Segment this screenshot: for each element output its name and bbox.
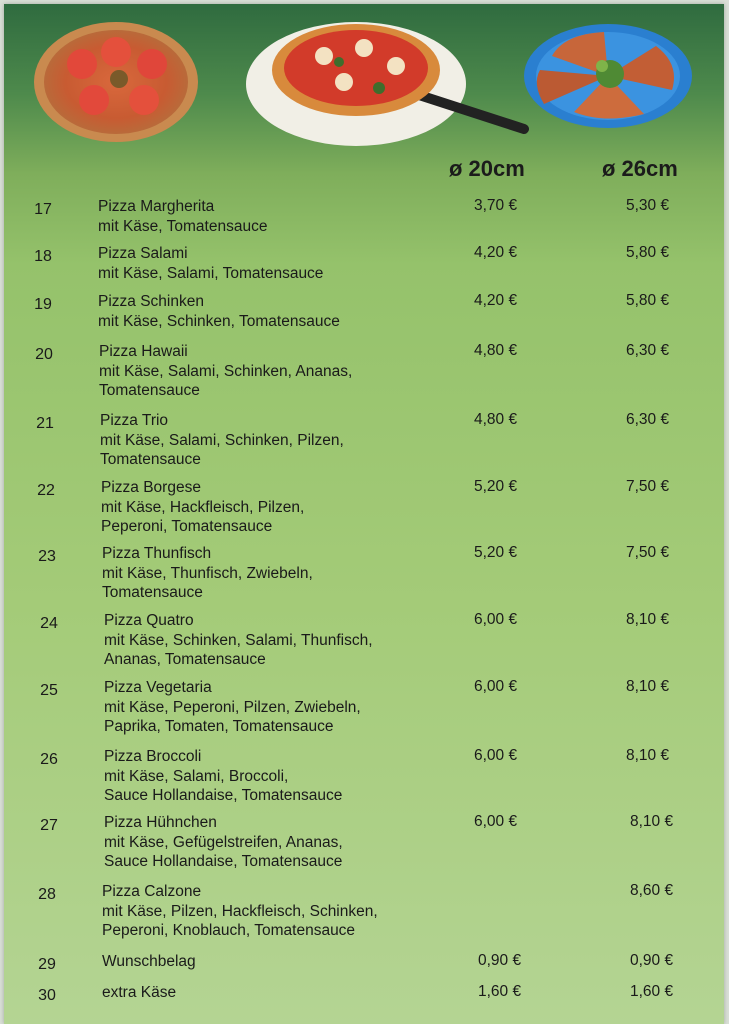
item-description [102,983,176,1003]
item-name: Pizza Borgese [101,479,201,496]
item-ingredients-line: Sauce Hollandaise, Tomatensauce [104,787,343,804]
item-description [102,952,196,972]
price-26cm: 5,80 € [626,244,670,261]
item-ingredients-line: mit Käse, Schinken, Tomatensauce [98,312,340,330]
item-ingredients-line: Peperoni, Tomatensauce [101,518,273,535]
price-26cm: 8,10 € [630,813,674,830]
item-ingredients-line: Paprika, Tomaten, Tomatensauce [104,718,334,735]
pizza-right-image [524,24,692,128]
item-ingredients-line: Ananas, Tomatensauce [104,651,266,668]
size-header-26cm: ø 26cm [602,156,678,181]
item-ingredients-line: mit Käse, Hackfleisch, Pilzen, [101,498,305,516]
price-20cm: 1,60 € [478,983,522,1000]
price-20cm: 6,00 € [474,747,518,764]
item-number: 26 [40,751,58,768]
item-ingredients-line: Tomatensauce [102,584,203,601]
price-26cm: 8,10 € [626,678,670,695]
price-26cm: 8,10 € [626,611,670,628]
item-description [99,342,352,401]
price-20cm: 6,00 € [474,611,518,628]
price-26cm: 6,30 € [626,411,670,428]
item-description [100,411,344,470]
price-20cm: 4,20 € [474,244,518,261]
item-number: 22 [37,482,55,499]
item-name: Pizza Calzone [102,883,202,900]
item-number: 21 [36,415,54,432]
price-26cm: 5,80 € [626,292,670,309]
item-ingredients-line: mit Käse, Salami, Tomatensauce [98,264,324,282]
price-20cm: 4,80 € [474,342,518,359]
item-name: Pizza Salami [98,245,188,262]
item-number: 19 [34,296,52,313]
pizza-photo-banner [4,4,724,154]
item-description [102,882,378,941]
price-26cm: 5,30 € [626,197,670,214]
price-26cm: 0,90 € [630,952,674,969]
item-description [98,197,267,236]
item-number: 18 [34,248,52,265]
item-number: 30 [38,987,56,1004]
menu-page [4,4,724,1024]
price-20cm: 5,20 € [474,478,518,495]
item-number: 25 [40,682,58,699]
price-26cm: 7,50 € [626,544,670,561]
price-26cm: 1,60 € [630,983,674,1000]
item-ingredients-line: mit Käse, Pilzen, Hackfleisch, Schinken, [102,902,378,920]
item-number: 23 [38,548,56,565]
item-description [104,678,361,737]
item-ingredients-line: mit Käse, Thunfisch, Zwiebeln, [102,564,313,582]
item-ingredients-line: mit Käse, Gefügelstreifen, Ananas, [104,833,343,851]
item-description [102,544,313,603]
pizza-center-image [246,22,524,146]
item-number: 29 [38,956,56,973]
price-20cm: 6,00 € [474,678,518,695]
item-ingredients-line: mit Käse, Salami, Schinken, Pilzen, [100,431,344,449]
item-ingredients-line: Tomatensauce [100,451,201,468]
item-ingredients-line: Sauce Hollandaise, Tomatensauce [104,853,343,870]
item-ingredients-line: mit Käse, Salami, Schinken, Ananas, [99,362,353,380]
price-26cm: 8,60 € [630,882,674,899]
item-description [104,611,373,670]
price-26cm: 6,30 € [626,342,670,359]
item-number: 28 [38,886,56,903]
item-description [104,747,342,806]
item-description [104,813,343,872]
item-number: 24 [40,615,58,632]
item-number: 27 [40,817,58,834]
price-20cm: 5,20 € [474,544,518,561]
item-number: 20 [35,346,53,363]
price-20cm: 6,00 € [474,813,518,830]
item-ingredients-line: mit Käse, Schinken, Salami, Thunfisch, [104,631,373,649]
item-name: Pizza Quatro [104,612,194,629]
pizza-left-image [34,22,198,142]
item-ingredients-line: Peperoni, Knoblauch, Tomatensauce [102,922,356,939]
price-26cm: 7,50 € [626,478,670,495]
item-name: extra Käse [102,984,177,1001]
item-name: Pizza Thunfisch [102,545,212,562]
item-description [98,244,323,283]
item-name: Wunschbelag [102,953,196,970]
item-name: Pizza Hühnchen [104,814,217,831]
item-ingredients-line: mit Käse, Peperoni, Pilzen, Zwiebeln, [104,698,361,716]
item-name: Pizza Margherita [98,198,215,215]
price-20cm: 3,70 € [474,197,518,214]
item-description [98,292,340,331]
item-ingredients-line: Tomatensauce [99,382,200,399]
item-ingredients-line: mit Käse, Salami, Broccoli, [104,767,289,785]
item-number: 17 [34,201,52,218]
item-name: Pizza Broccoli [104,748,202,765]
item-name: Pizza Hawaii [99,343,188,360]
item-description [101,478,304,537]
item-name: Pizza Schinken [98,293,204,310]
price-20cm: 4,20 € [474,292,518,309]
price-20cm: 4,80 € [474,411,518,428]
price-20cm: 0,90 € [478,952,522,969]
item-name: Pizza Trio [100,412,169,429]
size-header-20cm: ø 20cm [449,156,525,181]
item-ingredients-line: mit Käse, Tomatensauce [98,217,268,235]
price-26cm: 8,10 € [626,747,670,764]
item-name: Pizza Vegetaria [104,679,212,696]
